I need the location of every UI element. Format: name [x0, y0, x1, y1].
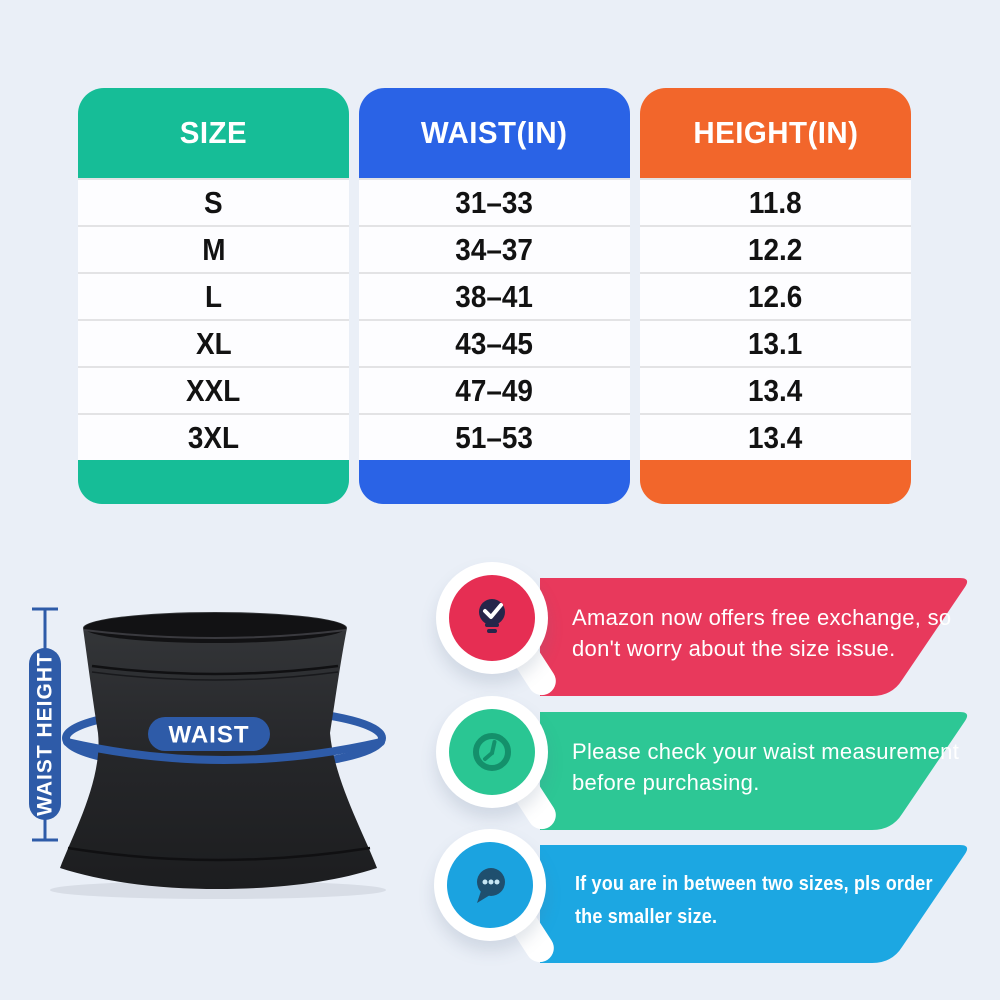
height-cell: 12.2	[640, 225, 911, 272]
clock-icon	[449, 709, 535, 795]
height-cell: 11.8	[640, 178, 911, 225]
waist-trainer-diagram	[12, 582, 472, 912]
size-cell: 3XL	[78, 413, 349, 460]
size-chart-table	[78, 88, 911, 504]
waist-column-header: WAIST(IN)	[359, 88, 630, 178]
waist-column	[359, 88, 630, 504]
waist-height-label: WAIST HEIGHT	[33, 652, 57, 816]
callout-text-between-sizes: If you are in between two sizes, pls order the smaller size.	[575, 873, 933, 928]
size-cell: XXL	[78, 366, 349, 413]
waist-cell: 31–33	[359, 178, 630, 225]
waist-cell: 34–37	[359, 225, 630, 272]
callout-badge-measure	[436, 696, 548, 808]
callout-text-measure: Please check your waist measurement before purchasing.	[572, 739, 960, 795]
size-column	[78, 88, 349, 504]
waist-cell: 51–53	[359, 413, 630, 460]
height-column-header: HEIGHT(IN)	[640, 88, 911, 178]
waist-cell: 47–49	[359, 366, 630, 413]
height-cell: 12.6	[640, 272, 911, 319]
height-cell: 13.4	[640, 366, 911, 413]
height-column	[640, 88, 911, 504]
lightbulb-check-icon	[449, 575, 535, 661]
height-cell: 13.4	[640, 413, 911, 460]
size-cell: M	[78, 225, 349, 272]
waist-cell: 43–45	[359, 319, 630, 366]
waist-column-footer-bar	[359, 460, 630, 504]
callout-badge-exchange	[436, 562, 548, 674]
height-cell: 13.1	[640, 319, 911, 366]
waist-cell: 38–41	[359, 272, 630, 319]
size-column-header: SIZE	[78, 88, 349, 178]
size-column-footer-bar	[78, 460, 349, 504]
callout-text-exchange: Amazon now offers free exchange, so don't worry about the size issue.	[572, 605, 952, 661]
size-cell: S	[78, 178, 349, 225]
height-column-footer-bar	[640, 460, 911, 504]
waist-label: WAIST	[168, 721, 250, 749]
chat-dots-icon	[447, 842, 533, 928]
size-cell: XL	[78, 319, 349, 366]
callout-badge-between-sizes	[434, 829, 546, 941]
size-cell: L	[78, 272, 349, 319]
